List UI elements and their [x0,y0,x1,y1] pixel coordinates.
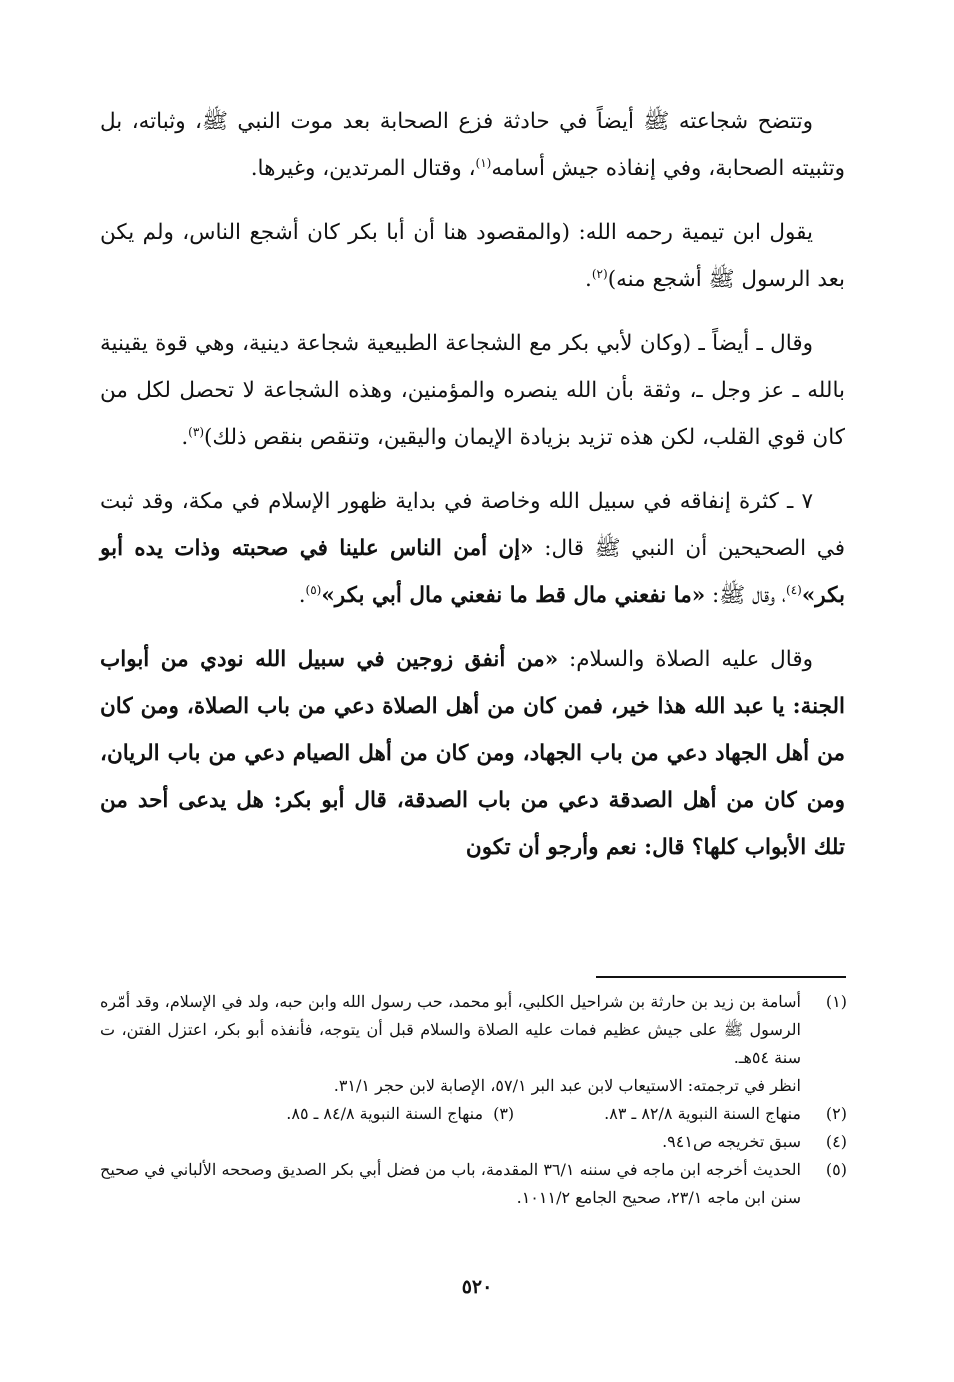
footnote-ref: (٢) [591,266,608,281]
page-number: ٥٢٠ [461,1276,493,1298]
paragraph [100,478,845,619]
footnotes [100,988,847,1212]
text-run: . [298,583,306,608]
hadith-quote: «إن أمن الناس علينا في صحبته وذات يده أبو بكر» [100,536,845,608]
footnote-text: أسامة بن زيد بن حارثة بن شراحيل الكلبي، أبو محمد، حب رسول الله وابن حبه، ولد في الإسلام، وقد أمّره الرسول ﷺ على جيش عظيم فمات عليه الصلاة والسلام قبل أن يتوجه، فأنفذه أبو بكر، اعتزل الفتن، ت سنة ٥٤هـ. [100,992,801,1067]
footnote-ref: (٣) [188,424,204,439]
footnote-number: (١) [825,992,847,1011]
footnote-number: (٢) [825,1104,847,1123]
footnote-1 [100,988,847,1100]
footnote-4 [100,1128,847,1156]
paragraph [100,98,845,192]
footnote-text: منهاج السنة النبوية ٨٤/٨ ـ ٨٥. [286,1104,484,1123]
footnote-separator [596,976,846,978]
footnote-text: منهاج السنة النبوية ٨٢/٨ ـ ٨٣. [604,1104,801,1123]
footnote-text: سبق تخريجه ص٩٤١. [662,1132,801,1151]
footnote-ref: (٤) [786,582,802,597]
footnote-text: انظر في ترجمته: الاستيعاب لابن عبد البر ٥٧/١، الإصابة لابن حجر ٣١/١. [333,1076,801,1095]
text-run: وقال عليه الصلاة والسلام: [558,647,813,672]
footnote-text: الحديث أخرجه ابن ماجه في سننه ٣٦/١ المقدمة، باب من فضل أبي بكر الصديق وصححه الألباني في صحيح سنن ابن ماجه ٢٣/١، صحيح الجامع ١٠١١/٢. [100,1160,801,1207]
footnote-number: (٤) [825,1132,847,1151]
hadith-quote: «من أنفق زوجين في سبيل الله نودي من أبواب الجنة: يا عبد الله هذا خير، فمن كان من أهل الصلاة دعي من باب الصلاة، ومن كان من أهل الجهاد دعي من باب الجهاد، ومن كان من أهل الصيام دعي من باب الريان، ومن كان من أهل الصدقة دعي من باب الصدقة، قال أبو بكر: هل يدعى أحد من تلك الأبواب كلها؟ قال: نعم وأرجو أن تكون [100,647,845,860]
paragraph [100,209,845,303]
text-run: وقال ـ أيضاً ـ (وكان لأبي بكر مع الشجاعة الطبيعية شجاعة دينية، وهي قوة يقينية بالله ـ عز وجل ـ، وثقة بأن الله ينصره والمؤمنين، وهذه الشجاعة لا تحصل لكل من كان قوي القلب، لكن هذه تزيد بزيادة الإيمان واليقين، وتنقص بنقص ذلك) [100,331,845,450]
body-text [100,98,845,888]
hadith-quote: «ما نفعني مال قط ما نفعني مال أبي بكر» [321,583,706,608]
footnote-2-3 [100,1100,847,1128]
paragraph [100,320,845,461]
footnote-number: (٣) [493,1104,515,1123]
text-run: ، وقال ﷺ: [705,583,786,608]
footnote-ref: (٥) [305,582,322,597]
text-run: ٧ ـ كثرة إنفاقه في سبيل الله وخاصة في بداية ظهور الإسلام في مكة، وقد ثبت في الصحيحين أن النبي ﷺ قال: [100,489,845,561]
text-run: وتتضح شجاعته ﷺ أيضاً في حادثة فزع الصحابة بعد موت النبي ﷺ، وثباته، بل وتثبيته الصحابة، وفي إنفاذه جيش أسامه [100,109,845,181]
footnote-ref: (١) [475,155,492,170]
text-run: ، وقتال المرتدين، وغيرها. [250,156,476,181]
footnote-5 [100,1156,847,1212]
paragraph [100,636,845,871]
footnote-number: (٥) [825,1160,847,1179]
text-run: . [585,267,592,292]
text-run: يقول ابن تيمية رحمه الله: (والمقصود هنا أن أبا بكر كان أشجع الناس، ولم يكن بعد الرسول ﷺ أشجع منه) [100,220,845,292]
text-run: . [181,425,189,450]
